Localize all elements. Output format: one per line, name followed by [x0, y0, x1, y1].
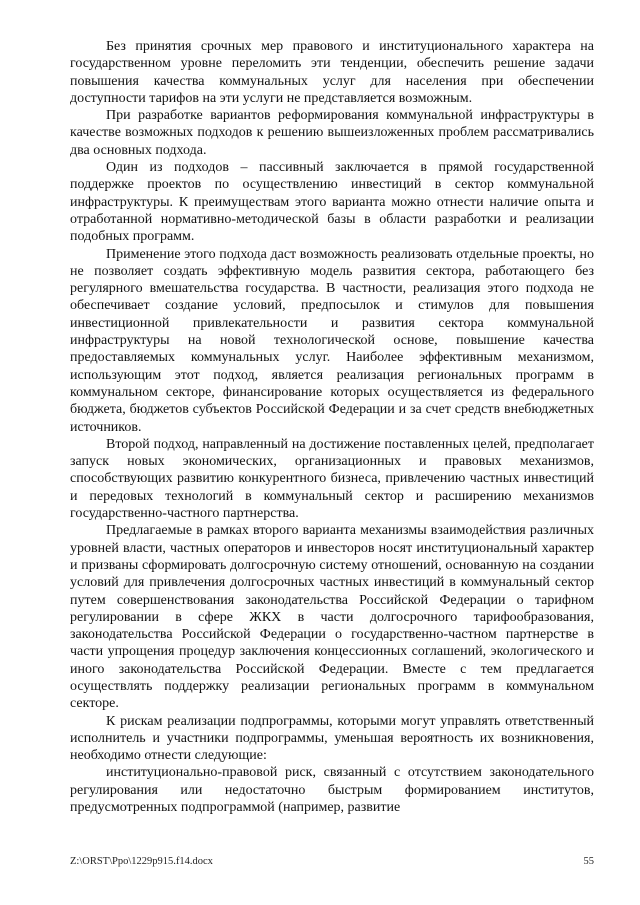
paragraph-5: Второй подход, направленный на достижение поставленных целей, предполагает запуск новых экономических, организационных и правовых механизмов, способствующих развитию конкурентного бизнеса, привлечению частных инвестиций и передовых технологий в коммунальный сектор и расширению механизмов государственно-частного партнерства.	[70, 436, 594, 522]
paragraph-3: Один из подходов – пассивный заключается в прямой государственной поддержке проектов по осуществлению инвестиций в сектор коммунальной инфраструктуры. К преимуществам этого варианта можно отнести наличие опыта и отработанной нормативно-методической базы в области разработки и реализации подобных программ.	[70, 160, 594, 245]
paragraph-6: Предлагаемые в рамках второго варианта механизмы взаимодействия различных уровней власти, частных операторов и инвесторов носят институциональный характер и призваны сформировать долгосрочную систему отношений, основанную на создании условий для привлечения долгосрочных частных инвестиций в коммунальный сектор путем совершенствования законодательства Российской Федерации о тарифном регулировании в сфере ЖКХ в части долгосрочного тарифообразования, законодательства Российской Федерации о государственно-частном партнерстве в части упрощения процедур заключения концессионных соглашений, экологического и иного законодательства Российской Федерации. Вместе с тем предлагается осуществлять поддержку реализации региональных программ в коммунальном секторе.	[70, 523, 594, 712]
paragraph-4: Применение этого подхода даст возможность реализовать отдельные проекты, но не позволяет создать эффективную модель развития сектора, работающего без регулярного вмешательства государства. В частности, реализация этого подхода не обеспечивает создание условий, предпосылок и стимулов для повышения инвестиционной привлекательности и развития сектора коммунальной инфраструктуры на новой технологической основе, повышение качества предоставляемых коммунальных услуг. Наиболее эффективным механизмом, использующим этот подход, является реализация региональных программ в коммунальном секторе, финансирование которых осуществляется из федерального бюджета, бюджетов субъектов Российской Федерации и за счет средств внебюджетных источников.	[70, 246, 594, 435]
document-body	[70, 38, 594, 816]
paragraph-7: К рискам реализации подпрограммы, которыми могут управлять ответственный исполнитель и участники подпрограммы, уменьшая вероятность их возникновения, необходимо отнести следующие:	[70, 713, 594, 764]
paragraph-1: Без принятия срочных мер правового и институционального характера на государственном уровне переломить эти тенденции, обеспечить решение задачи повышения качества коммунальных услуг для населения при обеспечении доступности тарифов на эти услуги не представляется возможным.	[70, 39, 594, 106]
page-number: 55	[583, 856, 594, 867]
footer-file-path: Z:\ORST\Ppo\1229p915.f14.docx	[70, 856, 213, 867]
paragraph-2: При разработке вариантов реформирования коммунальной инфраструктуры в качестве возможных подходов к решению вышеизложенных проблем рассматривались два основных подхода.	[70, 108, 594, 158]
paragraph-8: институционально-правовой риск, связанный с отсутствием законодательного регулирования или недостаточно быстрым формированием институтов, предусмотренных подпрограммой (например, развитие	[70, 765, 594, 816]
